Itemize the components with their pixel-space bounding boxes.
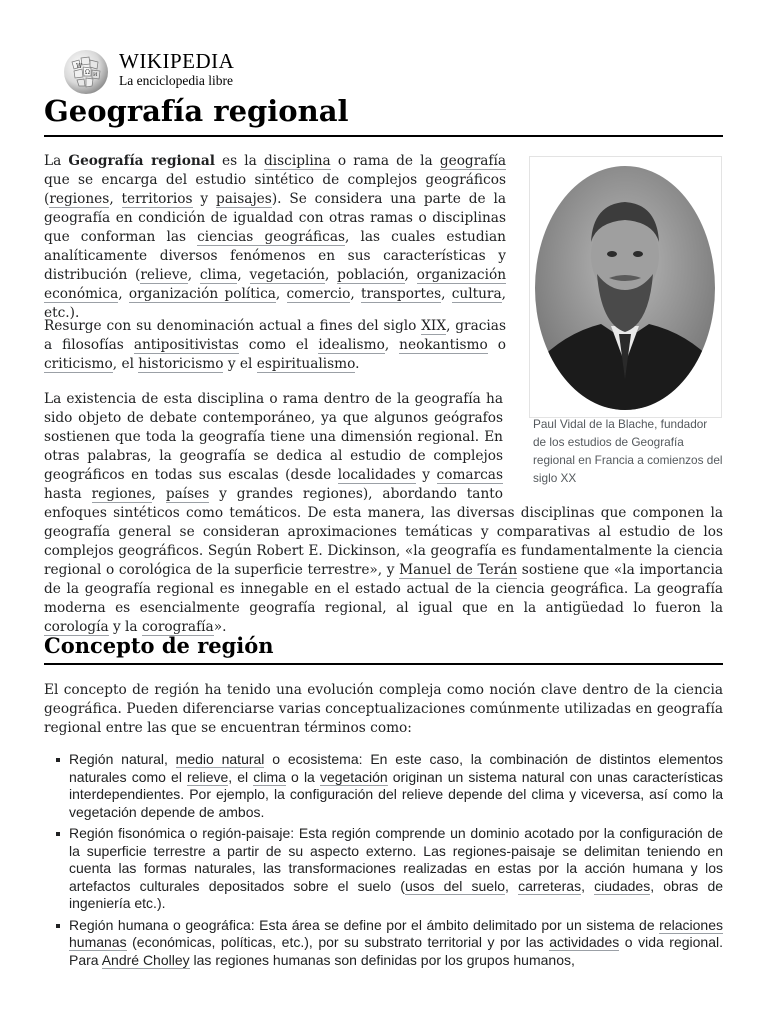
section-paragraph bbox=[44, 681, 723, 738]
text-run: Región natural, bbox=[69, 751, 176, 767]
wiki-link[interactable]: corología bbox=[44, 619, 109, 635]
wiki-link[interactable]: ciencias geográficas bbox=[197, 229, 345, 245]
wiki-link[interactable]: regiones bbox=[49, 191, 110, 207]
text-run: , el bbox=[112, 356, 139, 372]
list-item bbox=[44, 825, 723, 913]
wiki-link[interactable]: ciudades bbox=[594, 877, 651, 894]
text-run: (económicas, políticas, etc.), por su substrato territorial y por las bbox=[126, 934, 550, 950]
text-run: , bbox=[505, 877, 519, 894]
wiki-link[interactable]: vegetación bbox=[319, 768, 388, 785]
wiki-link[interactable]: medio natural bbox=[175, 751, 265, 767]
text-run: y bbox=[415, 467, 437, 483]
wiki-link[interactable]: relaciones humanas bbox=[69, 916, 723, 950]
text-run: o bbox=[487, 337, 506, 353]
wiki-link[interactable]: países bbox=[165, 486, 210, 502]
text-run: , gracias a filosofías bbox=[44, 318, 506, 353]
text-run: La existencia de esta disciplina o rama dentro de la geografía ha sido objeto de debate contemporáneo, ya que algunos geógrafos sostienen que toda la geografía tiene una dimensión regional. En otras palabras, la geografía se dedica al estudio de complejos geográficos en todas sus escalas (desde bbox=[44, 391, 503, 483]
bold-term: Geografía regional bbox=[68, 153, 215, 169]
list-item bbox=[44, 751, 723, 821]
wiki-link[interactable]: geografía bbox=[439, 153, 506, 169]
text-run: Región fisonómica o región-paisaje: Esta región comprende un dominio acotado por la configuración de la superficie terrestre a partir de su aspecto externo. Las regiones-paisaje se delimitan teniendo en cuenta las formas naturales, las transformaciones realizadas en estas por la acción humana y los artefactos culturales depositados sobre el suelo ( bbox=[69, 825, 723, 894]
text-run: , bbox=[581, 877, 595, 894]
wiki-link[interactable]: corografía bbox=[141, 619, 214, 635]
text-run: originan un sistema natural con unas características interdependientes. Por ejemplo, la configuración del relieve depende del clima y viceversa, así como la vegetación depende de ambos. bbox=[69, 768, 723, 820]
text-run: es la bbox=[214, 153, 264, 169]
wiki-link[interactable]: organización política bbox=[128, 286, 276, 302]
wiki-link[interactable]: XIX bbox=[421, 318, 447, 334]
wiki-link[interactable]: cultura bbox=[451, 286, 502, 302]
text-run: o rama de la bbox=[330, 153, 440, 169]
text-run: . bbox=[355, 356, 360, 372]
text-run: , bbox=[404, 267, 417, 283]
text-run: , bbox=[441, 286, 452, 302]
text-run: ». bbox=[213, 619, 227, 635]
wiki-link[interactable]: clima bbox=[253, 768, 286, 785]
text-run: y bbox=[192, 191, 216, 207]
section-divider bbox=[44, 663, 723, 665]
wiki-link[interactable]: idealismo bbox=[318, 337, 385, 353]
wikipedia-tagline: La enciclopedia libre bbox=[119, 73, 233, 88]
wiki-link[interactable]: clima bbox=[199, 267, 238, 283]
wiki-link[interactable]: André Cholley bbox=[101, 951, 190, 968]
wiki-link[interactable]: organización económica bbox=[44, 267, 507, 302]
text-run: , bbox=[118, 286, 129, 302]
text-run: , bbox=[275, 286, 287, 302]
text-run: y el bbox=[223, 356, 257, 372]
intro-paragraph-2 bbox=[44, 317, 506, 374]
text-run: La bbox=[44, 153, 69, 169]
wiki-link[interactable]: antipositivistas bbox=[133, 337, 239, 353]
text-run: como el bbox=[238, 337, 319, 353]
region-types-list bbox=[44, 751, 723, 973]
wiki-link[interactable]: paisajes bbox=[215, 191, 272, 207]
text-run: , bbox=[151, 486, 166, 502]
text-run: , el bbox=[228, 768, 254, 785]
list-item bbox=[44, 917, 723, 970]
wiki-link[interactable]: transportes bbox=[360, 286, 442, 302]
wiki-link[interactable]: carreteras bbox=[518, 877, 582, 894]
text-run: , bbox=[325, 267, 338, 283]
text-run: , bbox=[384, 337, 400, 353]
text-run: ). Se considera una parte de la geografía en condición de igualdad con otras ramas o disciplinas que conforman las bbox=[44, 191, 507, 245]
text-run: , bbox=[187, 267, 200, 283]
text-run: , las cuales estudian analíticamente diversos fenómenos en sus características y distribución ( bbox=[44, 229, 506, 283]
text-run: o la bbox=[285, 768, 320, 785]
intro-paragraph-1 bbox=[44, 152, 506, 323]
wikipedia-wordmark: WIKIPEDIA bbox=[119, 49, 235, 73]
text-run: , bbox=[350, 286, 361, 302]
wiki-link[interactable]: relieve bbox=[140, 267, 188, 283]
svg-text:W: W bbox=[76, 63, 83, 70]
text-run: sostiene que «la importancia de la geografía regional es innegable en el estado actual de la ciencia geográfica. La geografía moderna es esencialmente geografía regional, al igual que en la antigüedad lo fueron la bbox=[44, 562, 723, 616]
wiki-link[interactable]: comarcas bbox=[436, 467, 503, 483]
wiki-link[interactable]: comercio bbox=[286, 286, 351, 302]
text-run: , bbox=[237, 267, 250, 283]
wiki-link[interactable]: actividades bbox=[549, 934, 620, 950]
wiki-link[interactable]: Manuel de Terán bbox=[399, 562, 518, 578]
wiki-link[interactable]: neokantismo bbox=[399, 337, 488, 353]
text-run: y grandes regiones), abordando tanto enfoques sintéticos como temáticos. De esta manera, las diversas disciplinas que componen la geografía general se consideran aproximaciones temáticas y comparativas al estudio de los complejos geográficos. Según Robert E. Dickinson, «la geografía es fundamentalmente la ciencia regional o corológica de la superficie terrestre», y bbox=[44, 486, 723, 578]
svg-text:Ω: Ω bbox=[85, 69, 90, 76]
text-run: Resurge con su denominación actual a fines del siglo bbox=[44, 318, 422, 334]
text-run: o vida regional. Para bbox=[69, 934, 723, 968]
wiki-link[interactable]: espiritualismo bbox=[256, 356, 356, 372]
text-run: El concepto de región ha tenido una evolución compleja como noción clave dentro de la ciencia geográfica. Pueden diferenciarse varias conceptualizaciones comúnmente utilizadas en geografía regional entre las que se encuentran términos como: bbox=[44, 682, 723, 736]
text-run: que se encarga del estudio sintético de complejos geográficos ( bbox=[44, 172, 506, 207]
wiki-link[interactable]: vegetación bbox=[249, 267, 325, 283]
svg-text:И: И bbox=[93, 72, 98, 78]
text-run: las regiones humanas son definidas por los grupos humanos, bbox=[189, 951, 575, 968]
image-caption: Paul Vidal de la Blache, fundador de los estudios de Geografía regional en Francia a comienzos del siglo XX bbox=[533, 417, 723, 485]
wiki-link[interactable]: criticismo bbox=[44, 356, 113, 372]
text-run: hasta bbox=[44, 486, 92, 502]
wikipedia-globe-icon bbox=[62, 48, 110, 96]
wiki-link[interactable]: población bbox=[337, 267, 405, 283]
section-heading: Concepto de región bbox=[44, 633, 274, 658]
text-run: , etc.). bbox=[44, 286, 506, 321]
wiki-link[interactable]: relieve bbox=[187, 768, 229, 785]
text-run: , bbox=[109, 191, 122, 207]
wiki-link[interactable]: regiones bbox=[91, 486, 152, 502]
text-run: , obras de ingeniería etc.). bbox=[69, 877, 724, 911]
page-title: Geografía regional bbox=[44, 94, 349, 128]
wiki-link[interactable]: disciplina bbox=[263, 153, 331, 169]
portrait-photo[interactable] bbox=[531, 164, 720, 414]
wiki-link[interactable]: territorios bbox=[121, 191, 193, 207]
wiki-link[interactable]: historicismo bbox=[138, 356, 224, 372]
text-run: o ecosistema: En este caso, la combinación de distintos elementos naturales como el bbox=[69, 751, 724, 785]
wikipedia-logo[interactable] bbox=[62, 46, 242, 94]
text-run: Región humana o geográfica: Esta área se define por el ámbito delimitado por un sistema de bbox=[69, 916, 660, 933]
wiki-link[interactable]: usos del suelo bbox=[404, 877, 505, 894]
text-run: y la bbox=[108, 619, 142, 635]
wiki-link[interactable]: localidades bbox=[337, 467, 416, 483]
title-divider bbox=[44, 135, 723, 137]
